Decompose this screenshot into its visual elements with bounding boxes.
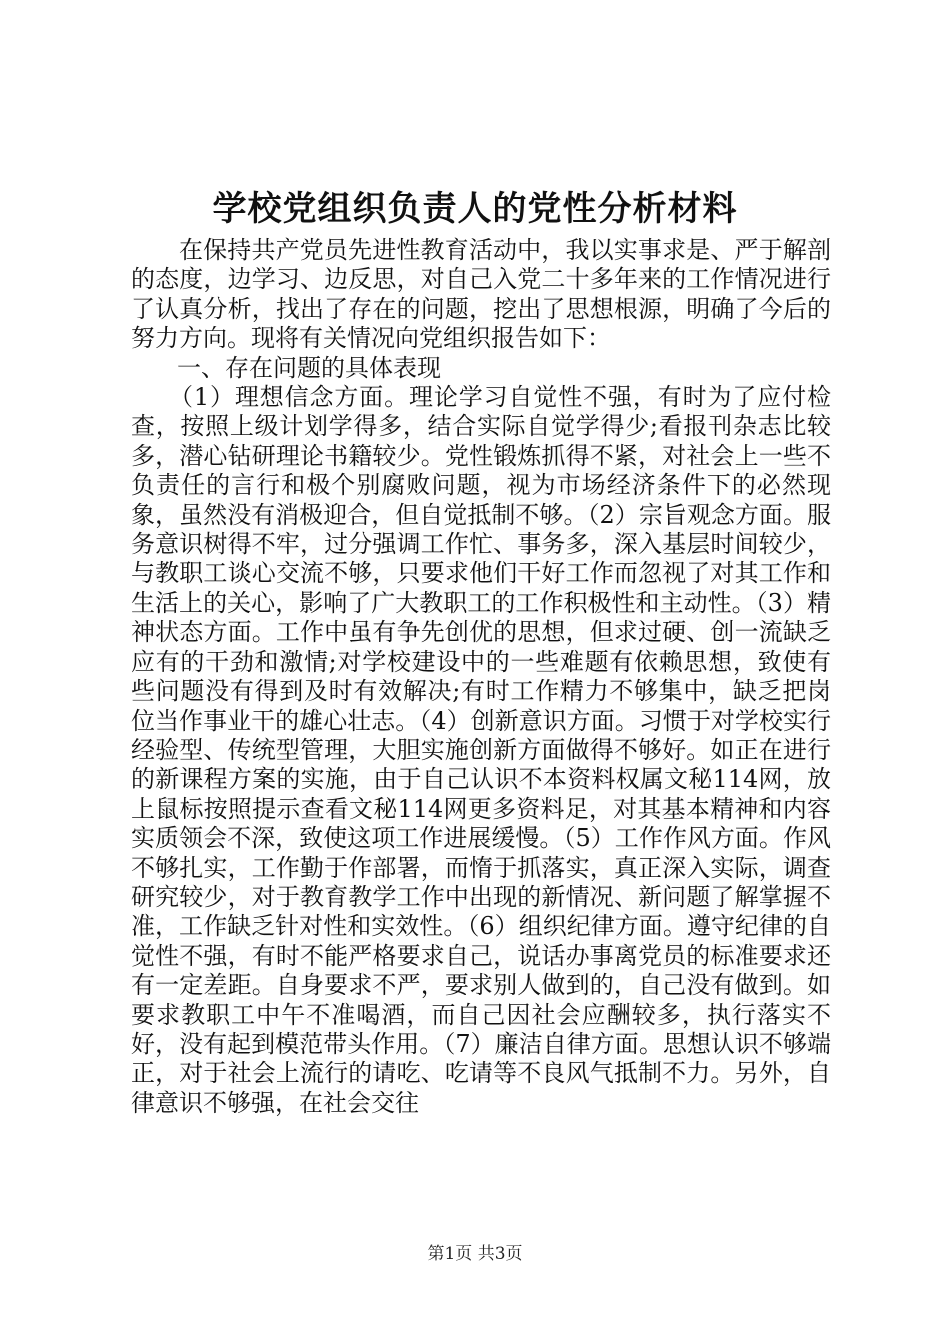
issues-paragraph: （1）理想信念方面。理论学习自觉性不强，有时为了应付检查，按照上级计划学得多，结合实际自觉学得少;看报刊杂志比较多，潜心钻研理论书籍较少。党性锻炼抓得不紧，对社会上一些不负责任的言行和极个别腐败问题，视为市场经济条件下的必然现象，虽然没有消极迎合，但自觉抵制不够。（2）宗旨观念方面。服务意识树得不牢，过分强调工作忙、事务多，深入基层时间较少，与教职工谈心交流不够，只要求他们干好工作而忽视了对其工作和生活上的关心，影响了广大教职工的工作积极性和主动性。（3）精神状态方面。工作中虽有争先创优的思想，但求过硬、创一流缺乏应有的干劲和激情;对学校建设中的一些难题有依赖思想，致使有些问题没有得到及时有效解决;有时工作精力不够集中，缺乏把岗位当作事业干的雄心壮志。（4）创新意识方面。习惯于对学校实行经验型、传统型管理，大胆实施创新方面做得不够好。如正在进行的新课程方案的实施，由于自己认识不本资料权属文秘114网，放上鼠标按照提示查看文秘114网更多资料足，对其基本精神和内容实质领会不深，致使这项工作进展缓慢。（5）工作作风方面。作风不够扎实，工作勤于作部署，而惰于抓落实，真正深入实际，调查研究较少，对于教育教学工作中出现的新情况、新问题了解掌握不准，工作缺乏针对性和实效性。（6）组织纪律方面。遵守纪律的自觉性不强，有时不能严格要求自己，说话办事离党员的标准要求还有一定差距。自身要求不严，要求别人做到的，自己没有做到。如要求教职工中午不准喝酒，而自己因社会应酬较多，执行落实不好，没有起到模范带头作用。（7）廉洁自律方面。思想认识不够端正，对于社会上流行的请吃、吃请等不良风气抵制不力。另外，自律意识不够强，在社会交往 [131, 383, 831, 1117]
document-title: 学校党组织负责人的党性分析材料 [212, 189, 738, 229]
intro-paragraph: 在保持共产党员先进性教育活动中，我以实事求是、严于解剖的态度，边学习、边反思，对自己入党二十多年来的工作情况进行了认真分析，找出了存在的问题，挖出了思想根源，明确了今后的努力方向。现将有关情况向党组织报告如下： [131, 236, 831, 353]
section-heading: 一、存在问题的具体表现 [177, 353, 441, 382]
page-number-footer: 第1页 共3页 [427, 1244, 523, 1264]
document-body [131, 236, 831, 1118]
